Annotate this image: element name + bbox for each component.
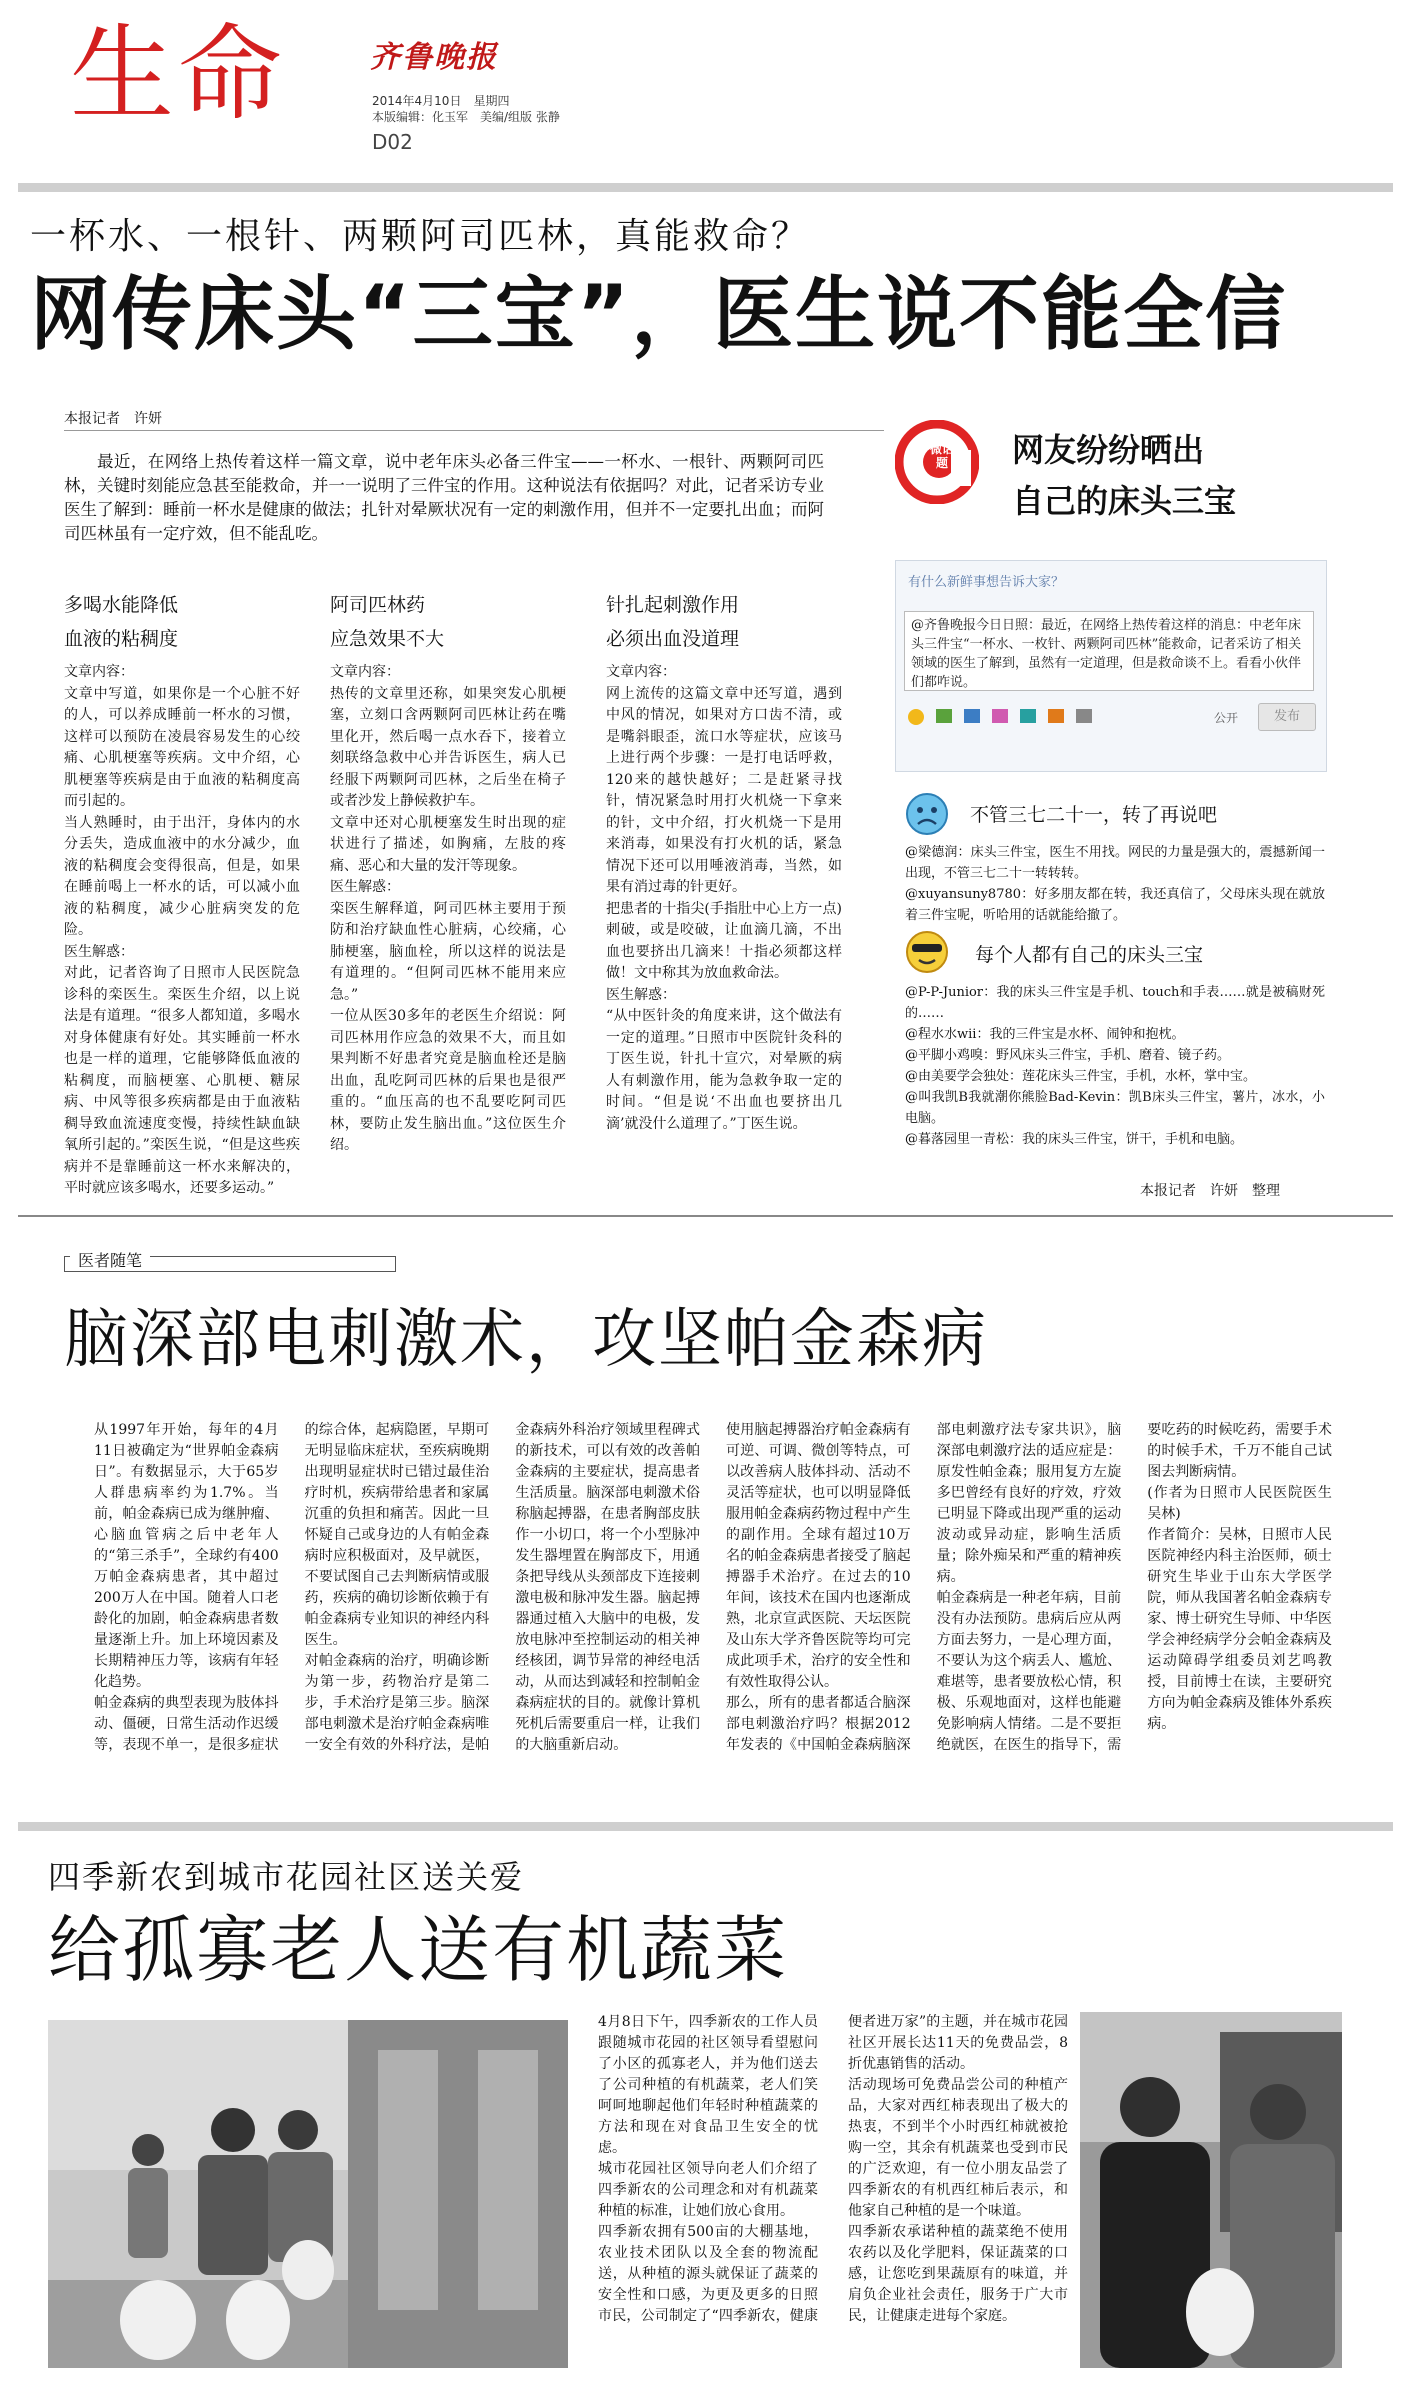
publish-button[interactable]: 发布 [1258,703,1316,731]
section-divider-1 [18,1215,1393,1217]
article1-byline: 本报记者 许妍 [64,411,162,427]
visibility-select[interactable]: 公开 [1214,711,1239,725]
date-line: 2014年4月10日 星期四 [372,94,510,108]
newspaper-logo: 齐鲁晚报 [370,40,498,75]
volunteers-photo [48,2020,568,2368]
article2-body-text: 从1997年开始，每年的4月11日被确定为“世界帕金森病日”。有数据显示，大于65岁人群患病率约为1.7%。当前，帕金森病已成为继肿瘤、心脑血管病之后中老年人的“第三杀手”，全球约有400万帕金森病患者，其中超过200万人在中国。随着人口老龄化的加剧，帕金森病患者数量逐渐上升。加上环境因素及长期精神压力等，该病有年轻化趋势。 帕金森病的典型表现为肢体抖动、僵硬，日常生活动作迟缓等，表现不单一，是很多症状的综合体，起病隐匿，早期可无明显临床症状，至疾病晚期出现明显症状时已错过最佳治疗时机，疾病带给患者和家属沉重的负担和痛苦。因此一旦怀疑自己或身边的人有帕金森病时应积极面对，及早就医，不要试图自己去判断病情或服药，疾病的确切诊断依赖于有帕金森病专业知识的神经内科医生。 对帕金森病的治疗，明确诊断为第一步，药物治疗是第二步，手术治疗是第三步。脑深部电刺激术是治疗帕金森病唯一安全有效的外科疗法，是帕金森病外科治疗领域里程碑式的新技术，可以有效的改善帕金森病的主要症状，提高患者生活质量。脑深部电刺激术俗称脑起搏器，在患者胸部皮肤作一小切口，将一个小型脉冲发生器埋置在胸部皮下，用通条把导线从头颈部皮下连接刺激电极和脉冲发生器。脑起搏器通过植入大脑中的电极，发放电脉冲至控制运动的相关神经核团，调节异常的神经电活动，从而达到减轻和控制帕金森病症状的目的。就像计算机死机后需要重启一样，让我们的大脑重新启动。 使用脑起搏器治疗帕金森病有可逆、可调、微创等特点，可以改善病人肢体抖动、活动不灵活等症状，也可以明显降低服用帕金森病药物过程中产生的副作用。全球有超过10万名的帕金森病患者接受了脑起搏器手术治疗。在过去的10年间，该技术在国内也逐渐成熟，北京宣武医院、天坛医院及山东大学齐鲁医院等均可完成此项手术，治疗的安全性和有效性取得公认。 那么，所有的患者都适合脑深部电刺激治疗吗？根据2012年发表的《中国帕金森病脑深部电刺激疗法专家共识》，脑深部电刺激疗法的适应症是：原发性帕金森；服用复方左旋多巴曾经有良好的疗效，疗效已明显下降或出现严重的运动波动或异动症，影响生活质量；除外痴呆和严重的精神疾病。 帕金森病是一种老年病，目前没有办法预防。患病后应从两方面去努力，一是心理方面，不要认为这个病丢人、尴尬、难堪等，患者要放松心情，积极、乐观地面对，这样也能避免影响病人情绪。二是不要拒绝就医，在医生的指导下，需要吃药的时候吃药，需要手术的时候手术，千万不能自己试图去判断病情。 (作者为日照市人民医院医生吴林) 作者简介：吴林，日照市人民医院神经内科主治医师，硕士研究生毕业于山东大学医学院，师从我国著名帕金森病专家、博士研究生导师、中华医学会神经病学分会帕金森病及运动障碍学组委员刘艺鸣教授，目前博士在读，主要研究方向为帕金森病及锥体外系疾病。 [94,1422,1332,1753]
article3-headline: 给孤寡老人送有机蔬菜 [48,1908,789,1992]
col3-subhead-2: 必须出血没道理 [606,628,740,650]
sidebar-credit: 本报记者 许妍 整理 [1140,1183,1280,1199]
weibo-post-text[interactable]: @齐鲁晚报今日日照：最近，在网络上热传着这样的消息：中老年床头三件宝“一杯水、一枚针、两颗阿司匹林”能救命，记者采访了相关领域的医生了解到，虽然有一定道理，但是救命谈不上。看看小伙伴们都咋说。 [904,611,1314,691]
page-number: D02 [372,130,413,154]
col2-body [330,662,566,1202]
article2-tag: 医者随笔 [70,1248,150,1271]
sidebar-group-1-text: @梁德润：床头三件宝，医生不用找。网民的力量是强大的，震撼新闻一出现，不管三七二十一转转转。 @xuyansuny8780：好多朋友都在转，我还真信了，父母床头现在就放着三件宝呢，听哈用的话就能给撤了。 [905,845,1325,923]
article1-lead-text: 最近，在网络上热传着这样一篇文章，说中老年床头必备三件宝——一杯水、一根针、两颗阿司匹林，关键时刻能应急甚至能救命，并一一说明了三件宝的作用。这种说法有依据吗？对此，记者采访专业医生了解到：睡前一杯水是健康的做法；扎针对晕厥状况有一定的刺激作用，但并不一定要扎出血；而阿司匹林虽有一定疗效，但不能乱吃。 [64,452,824,543]
col1-subhead-2: 血液的粘稠度 [64,628,179,650]
sidebar-sub-1: 不管三七二十一，转了再说吧 [970,804,1218,826]
sidebar-group-2 [905,982,1325,1150]
col2-subhead-1: 阿司匹林药 [330,594,426,616]
article2-headline: 脑深部电刺激术，攻坚帕金森病 [64,1303,988,1377]
weibo-topic-tag: 微话题 [929,442,954,470]
col3-body-text: 文章内容： 网上流传的这篇文章中还写道，遇到中风的情况，如果对方口齿不清，或是嘴斜眼歪，流口水等症状，应该马上进行两个步骤：一是打电话呼救，120来的越快越好；二是赶紧寻找针，情况紧急时用打火机烧一下拿来的针，文中介绍，打火机烧一下是用来消毒，如果没有打火机的话，紧急情况下还可以用唾液消毒，当然，如果有消过毒的针更好。 把患者的十指尖(手指肚中心上方一点)刺破，或是咬破，让血滴几滴，不出血也要挤出几滴来！十指必须都这样做！文中称其为放血救命法。 医生解惑： “从中医针灸的角度来讲，这个做法有一定的道理。”日照市中医院针灸科的丁医生说，针扎十宣穴，对晕厥的病人有刺激作用，能为急救争取一定的时间。“但是说‘不出血也要挤出几滴’就没什么道理了。”丁医生说。 [606,664,842,1132]
emoji-icon[interactable] [908,709,924,725]
col2-subhead-2: 应急效果不大 [330,628,445,650]
vote-icon[interactable] [1048,709,1064,723]
image-icon[interactable] [936,709,952,723]
elderly-woman-photo [1080,2012,1342,2368]
sidebar-title-1: 网友纷纷晒出 [1012,431,1205,469]
section-title: 生命 [70,13,287,135]
sidebar-group-2-text: @P-P-Junior：我的床头三件宝是手机、touch和手表……就是被稿财死的…… @程水水wii：我的三件宝是水杯、闹钟和抱枕。 @平脚小鸡嗅：野风床头三件宝，手机、磨着、镜子药。 @由美要学会独处：莲花床头三件宝，手机，水杯，掌中宝。 @叫我凯B我就潮你熊脸Bad-Kevin：凯B床头三件宝，薯片，冰水，小电脑。 @暮落园里一青松：我的床头三件宝，饼干，手机和电脑。 [905,985,1325,1147]
col1-body [64,662,300,1202]
weibo-compose-box [895,560,1327,772]
col3-body [606,662,842,1202]
section-divider-2 [18,1822,1393,1831]
col2-body-text: 文章内容： 热传的文章里还称，如果突发心肌梗塞，立刻口含两颗阿司匹林让药在嘴里化开，然后喝一点水吞下，接着立刻联络急救中心并告诉医生，病人已经服下两颗阿司匹林，之后坐在椅子或者沙发上静候救护车。 文章中还对心肌梗塞发生时出现的症状进行了描述，如胸痛，左肢的疼痛、恶心和大量的发汗等现象。 医生解惑： 栾医生解释道，阿司匹林主要用于预防和治疗缺血性心脏病，心绞痛，心肺梗塞，脑血栓，所以这样的说法是有道理的。“但阿司匹林不能用来应急。” 一位从医30多年的老医生介绍说：阿司匹林用作应急的效果不大，而且如果判断不好患者究竟是脑血栓还是脑出血，乱吃阿司匹林的后果也是很严重的。“血压高的也不乱要吃阿司匹林，要防止发生脑出血。”这位医生介绍。 [330,664,566,1153]
topic-icon[interactable] [1020,709,1036,723]
sad-face-icon [905,792,949,840]
weibo-topic-icon [895,420,979,504]
more-icon[interactable] [1076,709,1092,723]
article1-lead [64,450,824,546]
weibo-prompt: 有什么新鲜事想告诉大家？ [908,575,1065,590]
col3-subhead-1: 针扎起刺激作用 [606,594,740,616]
byline-rule [64,430,884,431]
article3-body-text: 4月8日下午，四季新农的工作人员跟随城市花园的社区领导看望慰问了小区的孤寡老人，并为他们送去了公司种植的有机蔬菜，老人们笑呵呵地聊起他们年轻时种植蔬菜的方法和现在对食品卫生安全的忧虑。 城市花园社区领导向老人们介绍了四季新农的公司理念和对有机蔬菜种植的标准，让她们放心食用。 四季新农拥有500亩的大棚基地，农业技术团队以及全套的物流配送，从种植的源头就保证了蔬菜的安全性和口感，为更及更多的日照市民，公司制定了“四季新农，健康便者进万家”的主题，并在城市花园社区开展长达11天的免费品尝，8折优惠销售的活动。 活动现场可免费品尝公司的种植产品，大家对西红柿表现出了极大的热衷，不到半个小时西红柿就被抢购一空，其余有机蔬菜也受到市民的广泛欢迎，有一位小朋友品尝了四季新农的有机西红柿后表示，和他家自己种植的是一个味道。 四季新农承诺种植的蔬菜绝不使用农药以及化学肥料，保证蔬菜的口感，让您吃到果蔬原有的味道，并肩负企业社会责任，服务于广大市民，让健康走进每个家庭。 [598,2014,1068,2324]
article3-body [598,2012,1068,2370]
col1-subhead-1: 多喝水能降低 [64,594,179,616]
article3-kicker: 四季新农到城市花园社区送关爱 [48,1858,525,1896]
article1-headline: 网传床头“三宝”，医生说不能全信 [30,268,1288,361]
masthead-rule [18,183,1393,192]
article2-body [94,1420,1332,1812]
editor-line: 本版编辑：化玉军 美编/组版 张静 [372,110,560,124]
sidebar-group-1 [905,842,1325,926]
article1-kicker: 一杯水、一根针、两颗阿司匹林，真能救命？ [30,216,811,257]
emoji-toolbar [908,709,1092,725]
cool-face-icon [905,930,949,978]
sidebar-sub-2: 每个人都有自己的床头三宝 [975,944,1204,966]
col1-body-text: 文章内容： 文章中写道，如果你是一个心脏不好的人，可以养成睡前一杯水的习惯，这样可以预防在凌晨容易发生的心绞痛、心肌梗塞等疾病。文中介绍，心肌梗塞等疾病是由于血液的粘稠度高而引起的。 当人熟睡时，由于出汗，身体内的水分丢失，造成血液中的水分减少，血液的粘稠度会变得很高，但是，如果在睡前喝上一杯水的话，可以减小血液的粘稠度，减少心脏病突发的危险。 医生解惑： 对此，记者咨询了日照市人民医院急诊科的栾医生。栾医生介绍，以上说法是有道理。“很多人都知道，多喝水对身体健康有好处。其实睡前一杯水也是一样的道理，它能够降低血液的粘稠度，而脑梗塞、心肌梗、糖尿病、中风等很多疾病都是由于血液粘稠导致血流速度变慢，持续性缺血缺氧所引起的。”栾医生说，“但是这些疾病并不是靠睡前这一杯水来解决的，平时就应该多喝水，还要多运动。” [64,664,300,1196]
video-icon[interactable] [964,709,980,723]
sidebar-title-2: 自己的床头三宝 [1012,482,1237,520]
music-icon[interactable] [992,709,1008,723]
